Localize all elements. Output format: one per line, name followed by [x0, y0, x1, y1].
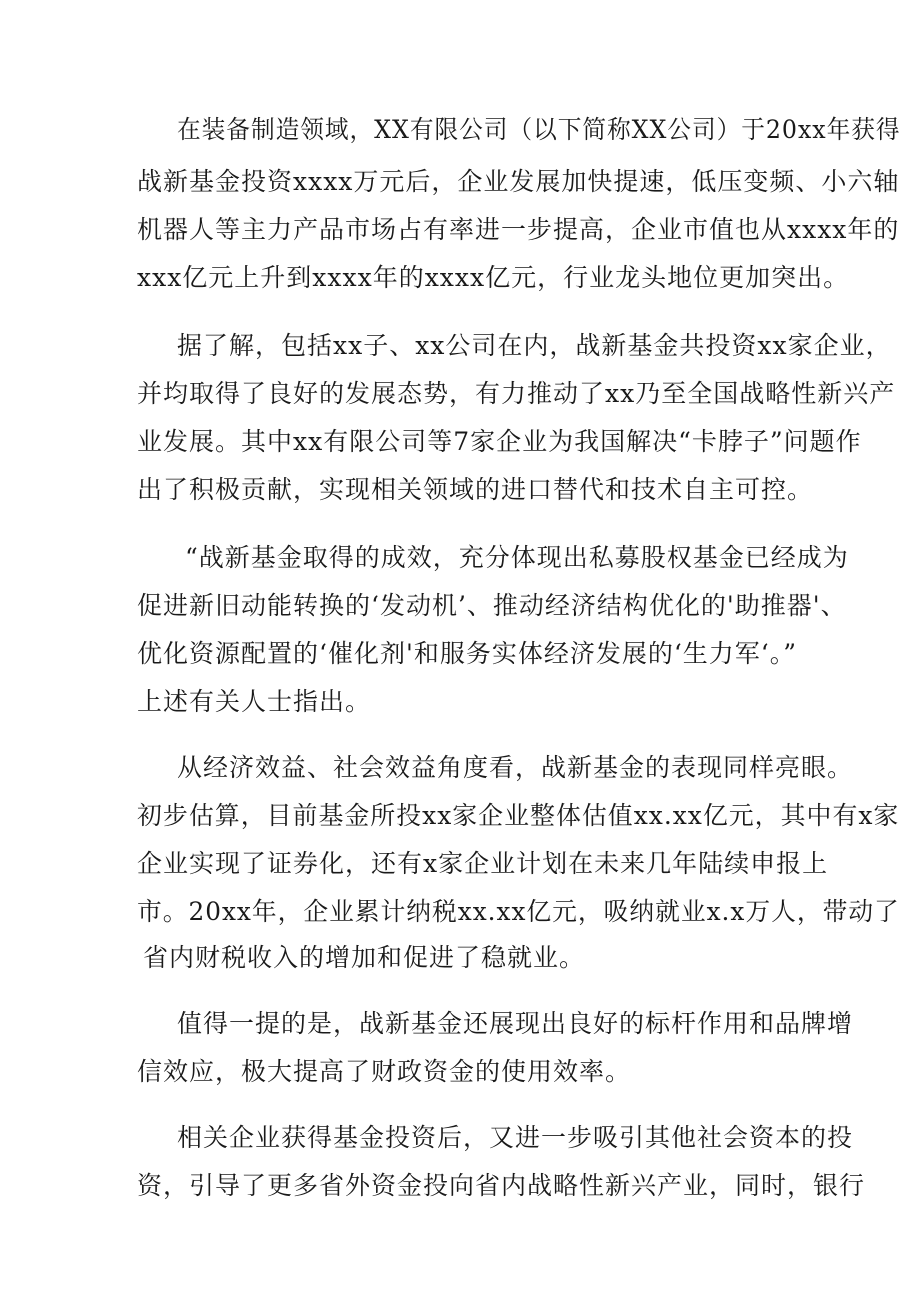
- paragraph-2-line-1: 据了解，包括xx子、xx公司在内，战新基金共投资xx家企业，: [177, 331, 892, 360]
- paragraph-1-line-1: 在装备制造领域，XX有限公司（以下简称XX公司）于20xx年获得: [177, 115, 901, 144]
- paragraph-1-line-3: 机器人等主力产品市场占有率进一步提高，企业市值也从xxxx年的: [137, 215, 900, 244]
- paragraph-6-line-1: 相关企业获得基金投资后，又进一步吸引其他社会资本的投: [177, 1123, 854, 1152]
- paragraph-2-line-4: 出了积极贡献，实现相关领域的进口替代和技术自主可控。: [137, 475, 814, 504]
- paragraph-4-line-2: 初步估算，目前基金所投xx家企业整体估值xx.xx亿元，其中有x家: [137, 801, 900, 830]
- paragraph-3-line-3: 优化资源配置的‘催化剂'和服务实体经济发展的‘生力军‘。”: [137, 639, 797, 668]
- paragraph-4-line-5: 省内财税收入的增加和促进了稳就业。: [143, 943, 586, 972]
- paragraph-3-line-4: 上述有关人士指出。: [137, 687, 372, 716]
- paragraph-3-line-1: “战新基金取得的成效，充分体现出私募股权基金已经成为: [185, 543, 849, 572]
- paragraph-3-line-2: 促进新旧动能转换的‘发动机’、推动经济结构优化的'助推器'、: [137, 591, 847, 620]
- paragraph-2-line-3: 业发展。其中xx有限公司等7家企业为我国解决“卡脖子”问题作: [137, 427, 862, 456]
- paragraph-5-line-2: 信效应，极大提高了财政资金的使用效率。: [137, 1057, 632, 1086]
- paragraph-2-line-2: 并均取得了良好的发展态势，有力推动了xx乃至全国战略性新兴产: [137, 379, 896, 408]
- paragraph-1-line-2: 战新基金投资xxxx万元后，企业发展加快提速，低压变频、小六轴: [137, 167, 900, 196]
- paragraph-4-line-4: 市。20xx年，企业累计纳税xx.xx亿元，吸纳就业x.x万人，带动了: [137, 897, 900, 926]
- paragraph-6-line-2: 资，引导了更多省外资金投向省内战略性新兴产业，同时，银行: [137, 1171, 866, 1200]
- paragraph-4-line-3: 企业实现了证券化，还有x家企业计划在未来几年陆续申报上: [137, 849, 829, 878]
- paragraph-1-line-4: xxx亿元上升到xxxx年的xxxx亿元，行业龙头地位更加突出。: [137, 263, 850, 292]
- paragraph-5-line-1: 值得一提的是，战新基金还展现出良好的标杆作用和品牌增: [177, 1009, 854, 1038]
- paragraph-4-line-1: 从经济效益、社会效益角度看，战新基金的表现同样亮眼。: [177, 753, 854, 782]
